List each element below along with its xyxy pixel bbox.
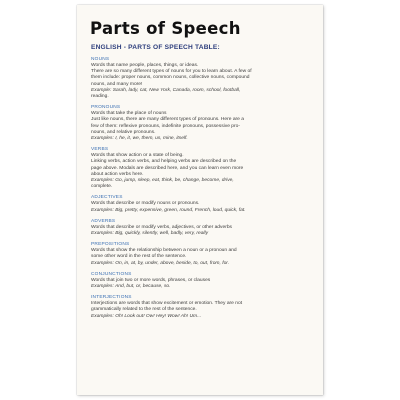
section-text-line: about action verbs here. — [91, 171, 144, 177]
section-heading: PRONOUNS — [91, 105, 121, 111]
section-text-line: Linking verbs, action verbs, and helping verbs are described on the — [91, 159, 237, 165]
section-example: Examples: Big, quickly, silently, well, badly, very, really — [91, 231, 209, 237]
section-example: Examples: I, he, it, we, them, us, mine, itself. — [91, 136, 188, 142]
section-text-line: Interjections are words that show excitement or emotion. They are not — [91, 301, 243, 307]
section-verbs — [91, 147, 311, 190]
section-example: Examples: And, but, or, because, so. — [91, 284, 171, 290]
section-example: Examples: Oh! Look out! Ow! Hey! Wow! Ah! Um... — [91, 313, 202, 319]
sections-list — [89, 57, 311, 320]
section-text-line: There are so many different types of nouns for you to learn about. A few of — [91, 69, 252, 75]
section-prepositions — [91, 242, 311, 267]
section-text-line: few of them: reflexive pronouns, indefinite pronouns, possessive pro- — [91, 123, 240, 129]
section-heading: ADVERBS — [91, 218, 116, 224]
section-pronouns — [91, 105, 311, 142]
table-heading: ENGLISH - PARTS OF SPEECH TABLE: — [91, 44, 220, 51]
section-nouns — [91, 57, 311, 100]
section-heading: ADJECTIVES — [91, 195, 123, 201]
section-text-line: them include: proper nouns, common nouns, collective nouns, compound — [91, 75, 250, 81]
section-adverbs — [91, 219, 311, 237]
section-text-line: Just like nouns, there are many different types of pronouns. Here are a — [91, 117, 244, 123]
section-heading: NOUNS — [91, 57, 110, 62]
poster-title: Parts of Speech — [90, 19, 241, 38]
section-text-line: Words that describe or modify nouns or pronouns. — [91, 201, 200, 207]
section-example: Example: Sarah, lady, cat, New York, Canada, room, school, football, — [91, 87, 241, 93]
section-text-line: Words that describe or modify verbs, adjectives, or other adverbs — [91, 224, 232, 230]
section-heading: INTERJECTIONS — [91, 295, 132, 301]
section-heading: PREPOSITIONS — [91, 242, 130, 248]
section-text-line: Words that show the relationship between a noun or a pronoun and — [91, 248, 237, 254]
section-conjunctions — [91, 272, 311, 290]
section-example: Examples: Go, jump, sleep, eat, think, be, change, become, drive, — [91, 178, 234, 184]
section-text-line: grammatically related to the rest of the sentence. — [91, 307, 197, 313]
section-interjections — [91, 295, 311, 320]
section-example: Examples: Big, pretty, expensive, green, round, French, loud, quick, fat. — [91, 207, 246, 213]
section-adjectives — [91, 195, 311, 213]
section-text-line: nouns, and many more! — [91, 81, 143, 87]
section-text-line: Words that join two or more words, phrases, or clauses — [91, 277, 211, 283]
section-text-line: Words that take the place of nouns — [91, 111, 167, 117]
section-heading: CONJUNCTIONS — [91, 271, 132, 277]
poster — [77, 5, 323, 395]
section-example-continued: complete. — [91, 184, 113, 190]
section-text-line: Words that show action or a state of being. — [91, 153, 184, 159]
section-example: Examples: On, in, at, by, under, above, beside, to, out, from, for. — [91, 260, 230, 266]
section-text-line: page above. Modals are described here, and you can learn even more — [91, 165, 244, 171]
section-heading: VERBS — [91, 147, 109, 153]
section-text-line: nouns, and relative pronouns. — [91, 129, 156, 135]
section-text-line: some other word in the rest of the sentence. — [91, 254, 187, 260]
section-example-continued: reading. — [91, 94, 109, 100]
section-text-line: Words that name people, places, things, or ideas. — [91, 63, 199, 68]
